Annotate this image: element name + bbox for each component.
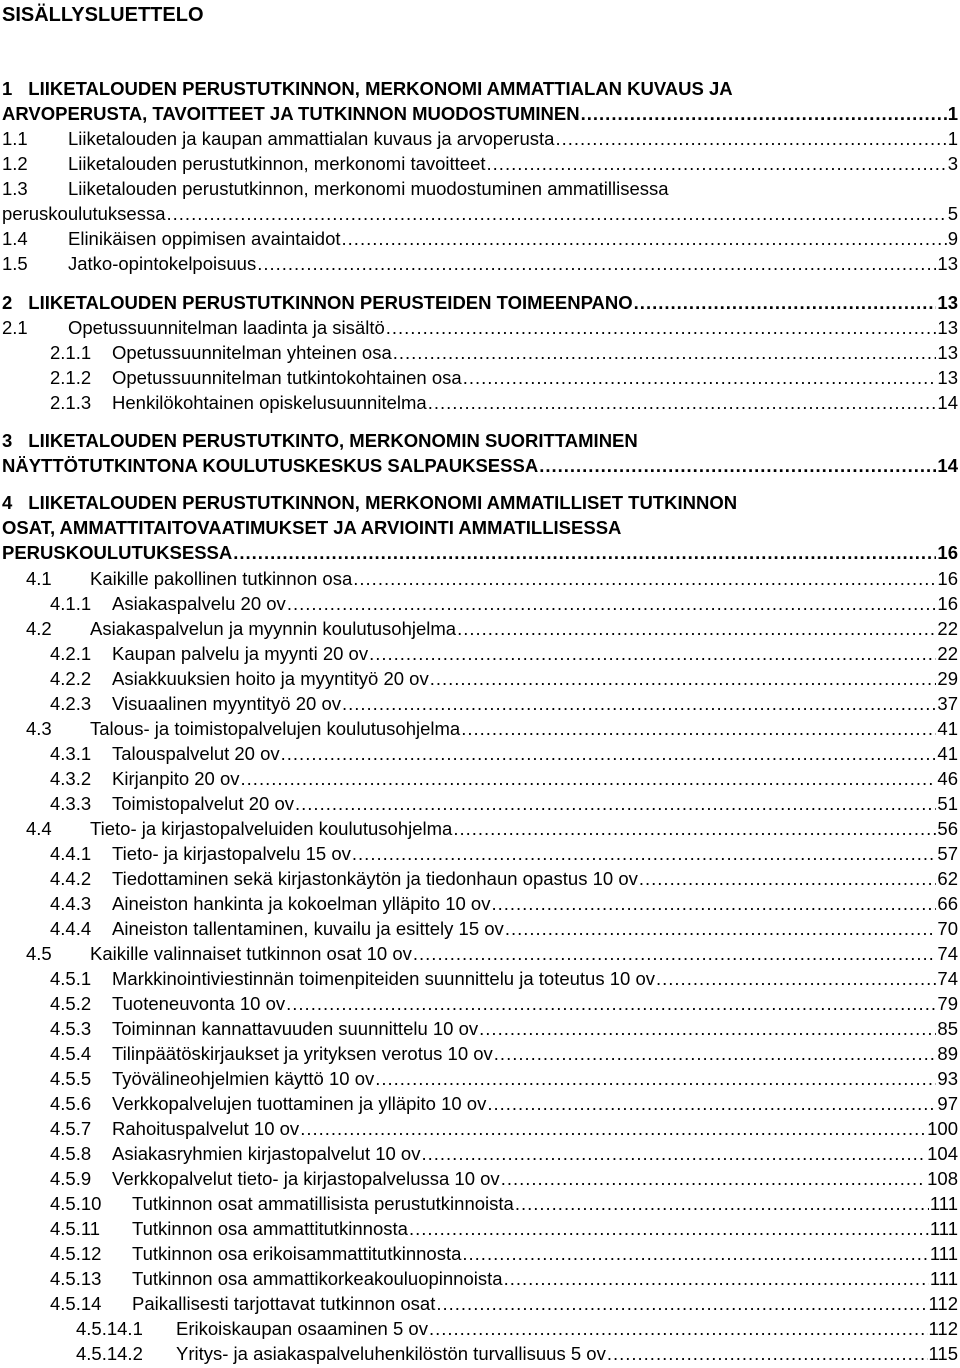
toc-entry-number: 4.2.2 — [50, 668, 92, 689]
toc-entry-page: 29 — [937, 668, 958, 689]
dot-leader — [286, 991, 936, 1016]
dot-leader — [461, 716, 936, 741]
toc-title: SISÄLLYSLUETTELO — [2, 4, 204, 26]
dot-leader — [479, 1016, 936, 1041]
dot-leader — [287, 591, 937, 616]
toc-entry-title: Talous- ja toimistopalvelujen koulutusohjelma — [90, 718, 461, 739]
toc-entry-number: 4.4.3 — [50, 893, 92, 914]
dot-leader — [487, 1091, 936, 1116]
dot-leader — [453, 816, 936, 841]
toc-entry-title: Tuoteneuvonta 10 ov — [112, 993, 286, 1014]
toc-entry[interactable] — [26, 716, 958, 741]
toc-entry-title: Asiakasryhmien kirjastopalvelut 10 ov — [112, 1143, 421, 1164]
toc-entry-page: 93 — [937, 1068, 958, 1089]
toc-entry-title: Rahoituspalvelut 10 ov — [112, 1118, 300, 1139]
toc-entry-number: 4.5.4 — [50, 1043, 92, 1064]
toc-entry-number: 2.1.1 — [50, 342, 92, 363]
dot-leader — [393, 340, 937, 365]
toc-entry-page: 97 — [937, 1093, 958, 1114]
toc-entry-number: 1.2 — [2, 153, 28, 174]
toc-entry-number: 4.3.3 — [50, 793, 92, 814]
toc-entry-page: 16 — [937, 593, 958, 614]
toc-entry[interactable] — [76, 1316, 958, 1341]
toc-entry-number: 4.5.7 — [50, 1118, 92, 1139]
dot-leader — [505, 916, 937, 941]
toc-entry-page: 51 — [937, 793, 958, 814]
toc-entry-number: 4.1.1 — [50, 593, 92, 614]
toc-entry-page: 112 — [928, 1318, 958, 1339]
toc-entry-number: 4.2 — [26, 618, 52, 639]
dot-leader — [375, 1066, 936, 1091]
toc-entry-page: 79 — [937, 993, 958, 1014]
toc-entry-number: 4.2.1 — [50, 643, 92, 664]
dot-leader — [634, 290, 937, 315]
toc-entry-page: 89 — [937, 1043, 958, 1064]
toc-entry-page: 70 — [937, 918, 958, 939]
toc-entry-title: Verkkopalvelujen tuottaminen ja ylläpito 10 ov — [112, 1093, 487, 1114]
dot-leader — [494, 1041, 937, 1066]
toc-entry-title: Visuaalinen myyntityö 20 ov — [112, 693, 341, 714]
toc-entry[interactable] — [26, 816, 958, 841]
toc-entry-title: Liiketalouden perustutkinnon, merkonomi tavoitteet — [68, 153, 486, 174]
toc-entry-number: 4.5.1 — [50, 968, 92, 989]
toc-entry[interactable] — [50, 365, 958, 390]
toc-entry-title: Paikallisesti tarjottavat tutkinnon osat — [132, 1293, 436, 1314]
toc-entry[interactable] — [76, 1341, 958, 1366]
dot-leader — [281, 741, 937, 766]
toc-entry-number: 1.4 — [2, 228, 28, 249]
toc-entry-title: Talouspalvelut 20 ov — [112, 743, 280, 764]
dot-leader — [515, 1191, 929, 1216]
toc-entry[interactable] — [50, 666, 958, 691]
toc-entry-page: 100 — [927, 1118, 958, 1139]
toc-entry-title: Tutkinnon osa ammattitutkinnosta — [132, 1218, 408, 1239]
toc-entry-page: 41 — [937, 743, 958, 764]
toc-entry-page: 1 — [947, 103, 958, 124]
toc-entry-number: 4.5.3 — [50, 1018, 92, 1039]
toc-entry-title: Asiakkuuksien hoito ja myyntityö 20 ov — [112, 668, 429, 689]
toc-entry-page: 14 — [937, 392, 958, 413]
toc-entry-title: Asiakaspalvelu 20 ov — [112, 593, 286, 614]
toc-entry[interactable] — [2, 490, 958, 565]
toc-entry-number: 4.5.12 — [50, 1243, 102, 1264]
toc-entry[interactable] — [50, 991, 958, 1016]
toc-entry-number: 2.1.2 — [50, 367, 92, 388]
toc-entry-number: 1.3 — [2, 178, 28, 199]
toc-entry[interactable] — [50, 916, 958, 941]
dot-leader — [555, 126, 946, 151]
toc-entry[interactable] — [50, 966, 958, 991]
toc-entry-page: 115 — [928, 1343, 958, 1364]
toc-entry-number: 4.4.2 — [50, 868, 92, 889]
toc-entry-title: Verkkopalvelut tieto- ja kirjastopalvelussa 10 ov — [112, 1168, 500, 1189]
toc-entry-page: 22 — [937, 618, 958, 639]
toc-entry[interactable] — [26, 941, 958, 966]
toc-entry-number: 4.5.5 — [50, 1068, 92, 1089]
dot-leader — [607, 1341, 928, 1366]
dot-leader — [233, 540, 936, 565]
toc-entry-number: 2.1.3 — [50, 392, 92, 413]
toc-entry[interactable] — [50, 641, 958, 666]
toc-entry-page: 13 — [937, 253, 958, 274]
toc-entry-title: Elinikäisen oppimisen avaintaidot — [68, 228, 341, 249]
toc-entry-number: 1.5 — [2, 253, 28, 274]
toc-entry-page: 111 — [929, 1193, 958, 1214]
toc-entry-title: Kirjanpito 20 ov — [112, 768, 240, 789]
toc-entry-number: 4.5.8 — [50, 1143, 92, 1164]
toc-entry[interactable] — [50, 791, 958, 816]
dot-leader — [353, 566, 936, 591]
toc-entry-page: 9 — [947, 228, 958, 249]
toc-entry-number: 4.3 — [26, 718, 52, 739]
toc-entry[interactable] — [50, 1116, 958, 1141]
toc-entry-title: LIIKETALOUDEN PERUSTUTKINTO, MERKONOMIN SUORITTAMINEN — [28, 430, 638, 451]
dot-leader — [241, 766, 937, 791]
dot-leader — [342, 226, 947, 251]
toc-entry[interactable] — [50, 1241, 958, 1266]
toc-entry-title: Toiminnan kannattavuuden suunnittelu 10 ov — [112, 1018, 479, 1039]
toc-entry-page: 111 — [929, 1218, 958, 1239]
toc-entry-page: 16 — [937, 542, 958, 563]
toc-entry-page: 16 — [937, 568, 958, 589]
toc-entry[interactable] — [50, 591, 958, 616]
toc-entry-number: 4.4.1 — [50, 843, 92, 864]
toc-entry[interactable] — [50, 1166, 958, 1191]
toc-entry-title: Erikoiskaupan osaaminen 5 ov — [176, 1318, 428, 1339]
toc-entry[interactable] — [50, 1216, 958, 1241]
toc-entry-title: Toimistopalvelut 20 ov — [112, 793, 295, 814]
toc-entry-number: 4 — [2, 492, 13, 513]
toc-entry-title: Henkilökohtainen opiskelusuunnitelma — [112, 392, 427, 413]
toc-entry-page: 74 — [937, 968, 958, 989]
toc-entry-title: Tutkinnon osa ammattikorkeakouluopinnoista — [132, 1268, 503, 1289]
toc-entry-page: 13 — [937, 367, 958, 388]
dot-leader — [487, 151, 947, 176]
toc-entry-title: Liiketalouden ja kaupan ammattialan kuvaus ja arvoperusta — [68, 128, 555, 149]
dot-leader — [504, 1266, 929, 1291]
toc-entry-page: 3 — [947, 153, 958, 174]
toc-entry-title: Aineiston hankinta ja kokoelman ylläpito 10 ov — [112, 893, 491, 914]
toc-entry[interactable] — [2, 76, 958, 126]
toc-entry-title: Tieto- ja kirjastopalvelu 15 ov — [112, 843, 351, 864]
toc-entry[interactable] — [2, 126, 958, 151]
toc-entry-page: 5 — [947, 203, 958, 224]
toc-entry-title: LIIKETALOUDEN PERUSTUTKINNON, MERKONOMI AMMATTIALAN KUVAUS JA — [28, 78, 733, 99]
dot-leader — [501, 1166, 926, 1191]
toc-entry-number: 1.1 — [2, 128, 28, 149]
toc-entry-page: 1 — [947, 128, 958, 149]
dot-leader — [491, 891, 936, 916]
toc-entry-title: Aineiston tallentaminen, kuvailu ja esittely 15 ov — [112, 918, 504, 939]
toc-entry-page: 85 — [937, 1018, 958, 1039]
dot-leader — [429, 1316, 928, 1341]
toc-entry[interactable] — [26, 616, 958, 641]
dot-leader — [352, 841, 937, 866]
toc-entry-title: Tiedottaminen sekä kirjastonkäytön ja tiedonhaun opastus 10 ov — [112, 868, 638, 889]
dot-leader — [409, 1216, 929, 1241]
toc-entry-page: 13 — [937, 292, 958, 313]
toc-entry-title: Kaikille pakollinen tutkinnon osa — [90, 568, 353, 589]
toc-entry[interactable] — [2, 251, 958, 276]
dot-leader — [462, 1241, 928, 1266]
dot-leader — [457, 616, 936, 641]
toc-entry-page: 108 — [927, 1168, 958, 1189]
toc-entry[interactable] — [2, 176, 958, 226]
toc-entry-page: 74 — [937, 943, 958, 964]
toc-entry-number: 4.5 — [26, 943, 52, 964]
toc-entry-title: Tutkinnon osa erikoisammattitutkinnosta — [132, 1243, 462, 1264]
toc-entry[interactable] — [50, 741, 958, 766]
toc-entry[interactable] — [50, 891, 958, 916]
toc-entry-title: NÄYTTÖTUTKINTONA KOULUTUSKESKUS SALPAUKSESSA — [2, 455, 539, 476]
dot-leader — [295, 791, 936, 816]
dot-leader — [428, 390, 937, 415]
toc-entry-page: 37 — [937, 693, 958, 714]
toc-entry-number: 4.2.3 — [50, 693, 92, 714]
toc-entry[interactable] — [2, 428, 958, 478]
toc-entry-number: 4.3.2 — [50, 768, 92, 789]
toc-entry-page: 56 — [937, 818, 958, 839]
toc-entry-number: 4.5.6 — [50, 1093, 92, 1114]
dot-leader — [463, 365, 937, 390]
toc-entry-title: Yritys- ja asiakaspalveluhenkilöstön turvallisuus 5 ov — [176, 1343, 606, 1364]
toc-entry-title: Markkinointiviestinnän toimenpiteiden suunnittelu ja toteutus 10 ov — [112, 968, 655, 989]
dot-leader — [581, 101, 947, 126]
toc-entry-page: 111 — [929, 1243, 958, 1264]
toc-entry[interactable] — [50, 1141, 958, 1166]
toc-entry-title: Opetussuunnitelman tutkintokohtainen osa — [112, 367, 462, 388]
dot-leader — [430, 666, 937, 691]
toc-entry[interactable] — [2, 226, 958, 251]
toc-entry[interactable] — [50, 390, 958, 415]
toc-entry-page: 46 — [937, 768, 958, 789]
dot-leader — [421, 1141, 926, 1166]
toc-entry[interactable] — [50, 1091, 958, 1116]
toc-entry-title: peruskoulutuksessa — [2, 203, 166, 224]
toc-entry-number: 4.4 — [26, 818, 52, 839]
toc-entry-number: 4.5.11 — [50, 1218, 101, 1239]
toc-entry-title: Opetussuunnitelman yhteinen osa — [112, 342, 392, 363]
toc-entry[interactable] — [26, 566, 958, 591]
toc-entry-page: 62 — [937, 868, 958, 889]
toc-entry[interactable] — [50, 1016, 958, 1041]
dot-leader — [539, 453, 936, 478]
toc-entry-page: 14 — [937, 455, 958, 476]
toc-entry-title: Tilinpäätöskirjaukset ja yrityksen verotus 10 ov — [112, 1043, 493, 1064]
toc-entry-number: 4.5.14.1 — [76, 1318, 143, 1339]
toc-entry-page: 13 — [937, 342, 958, 363]
dot-leader — [386, 315, 937, 340]
toc-entry-number: 4.5.14 — [50, 1293, 102, 1314]
toc-entry[interactable] — [50, 866, 958, 891]
dot-leader — [656, 966, 936, 991]
toc-entry[interactable] — [50, 766, 958, 791]
toc-entry[interactable] — [50, 691, 958, 716]
toc-entry-title: Opetussuunnitelman laadinta ja sisältö — [68, 317, 385, 338]
toc-entry[interactable] — [2, 315, 958, 340]
toc-entry-title: PERUSKOULUTUKSESSA — [2, 542, 233, 563]
dot-leader — [342, 691, 936, 716]
dot-leader — [436, 1291, 927, 1316]
toc-entry-number: 1 — [2, 78, 13, 99]
toc-entry[interactable] — [50, 1266, 958, 1291]
toc-entry[interactable] — [50, 340, 958, 365]
toc-entry-title: Asiakaspalvelun ja myynnin koulutusohjelma — [90, 618, 457, 639]
toc-entry-number: 2.1 — [2, 317, 28, 338]
toc-entry-title: ARVOPERUSTA, TAVOITTEET JA TUTKINNON MUODOSTUMINEN — [2, 103, 580, 124]
toc-entry-number: 4.3.1 — [50, 743, 92, 764]
toc-entry-title: LIIKETALOUDEN PERUSTUTKINNON, MERKONOMI AMMATILLISET TUTKINNON — [28, 492, 738, 513]
toc-entry-title: OSAT, AMMATTITAITOVAATIMUKSET JA ARVIOINTI AMMATILLISESSA — [2, 517, 622, 538]
toc-entry-page: 112 — [928, 1293, 958, 1314]
toc-entry-page: 13 — [937, 317, 958, 338]
toc-entry[interactable] — [50, 1291, 958, 1316]
toc-entry[interactable] — [2, 290, 958, 315]
toc-entry-page: 104 — [927, 1143, 958, 1164]
toc-entry-number: 2 — [2, 292, 13, 313]
toc-entry-page: 111 — [929, 1268, 958, 1289]
dot-leader — [257, 251, 936, 276]
toc-entry-title: Kaikille valinnaiset tutkinnon osat 10 ov — [90, 943, 412, 964]
toc-entry-number: 4.1 — [26, 568, 52, 589]
toc-entry-title: Kaupan palvelu ja myynti 20 ov — [112, 643, 369, 664]
dot-leader — [413, 941, 937, 966]
toc-entry-number: 4.5.13 — [50, 1268, 102, 1289]
toc-entry-page: 57 — [937, 843, 958, 864]
toc-entry-number: 4.5.9 — [50, 1168, 92, 1189]
toc-entry-title: LIIKETALOUDEN PERUSTUTKINNON PERUSTEIDEN TOIMEENPANO — [28, 292, 633, 313]
toc-entry-title: Jatko-opintokelpoisuus — [68, 253, 257, 274]
toc-entry[interactable] — [50, 1066, 958, 1091]
dot-leader — [300, 1116, 926, 1141]
toc-entry-title: Tieto- ja kirjastopalveluiden koulutusohjelma — [90, 818, 453, 839]
toc-entry-number: 4.5.10 — [50, 1193, 102, 1214]
toc-entry[interactable] — [50, 1191, 958, 1216]
toc-entry-page: 41 — [937, 718, 958, 739]
toc-entry[interactable] — [2, 151, 958, 176]
toc-entry-title: Tutkinnon osat ammatillisista perustutkinnoista — [132, 1193, 514, 1214]
toc-entry[interactable] — [50, 1041, 958, 1066]
toc-entry-number: 4.4.4 — [50, 918, 92, 939]
dot-leader — [639, 866, 937, 891]
dot-leader — [167, 201, 947, 226]
toc-entry-page: 22 — [937, 643, 958, 664]
toc-entry-number: 4.5.14.2 — [76, 1343, 143, 1364]
toc-entry-title: Liiketalouden perustutkinnon, merkonomi muodostuminen ammatillisessa — [68, 178, 669, 199]
dot-leader — [369, 641, 936, 666]
toc-entry-page: 66 — [937, 893, 958, 914]
toc-entry-number: 3 — [2, 430, 13, 451]
toc-entry-number: 4.5.2 — [50, 993, 92, 1014]
toc-entry-title: Työvälineohjelmien käyttö 10 ov — [112, 1068, 375, 1089]
toc-entry[interactable] — [50, 841, 958, 866]
